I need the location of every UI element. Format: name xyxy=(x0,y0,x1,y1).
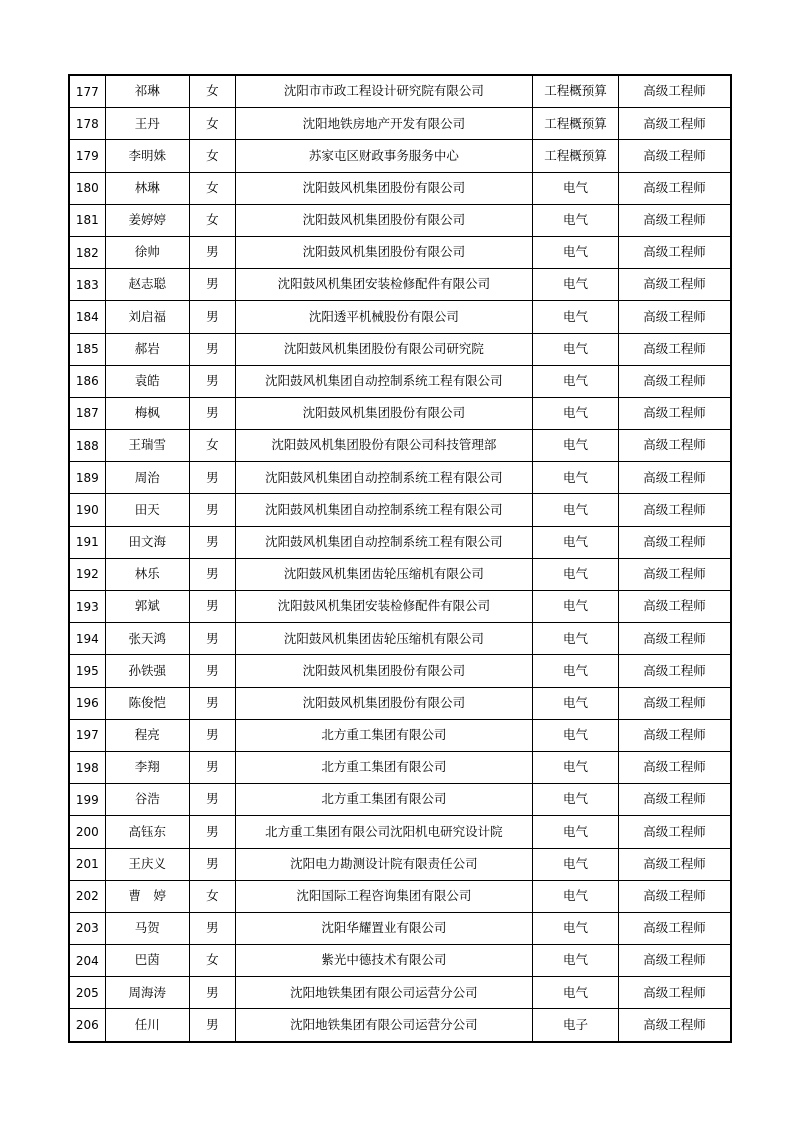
table-row xyxy=(69,784,731,816)
professional-title: 高级工程师 xyxy=(619,1009,731,1042)
person-gender: 女 xyxy=(189,945,235,977)
person-name: 林琳 xyxy=(105,172,189,204)
professional-title: 高级工程师 xyxy=(619,397,731,429)
person-name: 周治 xyxy=(105,462,189,494)
table-row xyxy=(69,75,731,108)
person-name: 王庆义 xyxy=(105,848,189,880)
person-gender: 男 xyxy=(189,591,235,623)
person-gender: 男 xyxy=(189,1009,235,1042)
professional-title: 高级工程师 xyxy=(619,462,731,494)
person-name: 赵志聪 xyxy=(105,269,189,301)
person-gender: 男 xyxy=(189,751,235,783)
person-name: 李翔 xyxy=(105,751,189,783)
person-name: 陈俊恺 xyxy=(105,687,189,719)
employer-organization: 沈阳市市政工程设计研究院有限公司 xyxy=(235,75,532,108)
person-name: 李明姝 xyxy=(105,140,189,172)
table-row xyxy=(69,687,731,719)
person-name: 郭斌 xyxy=(105,591,189,623)
employer-organization: 北方重工集团有限公司 xyxy=(235,719,532,751)
row-number: 201 xyxy=(69,848,105,880)
professional-title: 高级工程师 xyxy=(619,301,731,333)
person-gender: 男 xyxy=(189,269,235,301)
specialty: 电气 xyxy=(532,784,618,816)
row-number: 178 xyxy=(69,108,105,140)
professional-title: 高级工程师 xyxy=(619,558,731,590)
person-name: 袁皓 xyxy=(105,365,189,397)
specialty: 电气 xyxy=(532,397,618,429)
professional-title: 高级工程师 xyxy=(619,365,731,397)
row-number: 189 xyxy=(69,462,105,494)
employer-organization: 沈阳鼓风机集团自动控制系统工程有限公司 xyxy=(235,494,532,526)
specialty: 电气 xyxy=(532,912,618,944)
specialty: 电气 xyxy=(532,494,618,526)
specialty: 电气 xyxy=(532,687,618,719)
person-name: 周海涛 xyxy=(105,977,189,1009)
row-number: 185 xyxy=(69,333,105,365)
employer-organization: 北方重工集团有限公司 xyxy=(235,751,532,783)
roster-table-body xyxy=(69,75,731,1042)
person-name: 任川 xyxy=(105,1009,189,1042)
employer-organization: 沈阳鼓风机集团安装检修配件有限公司 xyxy=(235,591,532,623)
person-name: 马贺 xyxy=(105,912,189,944)
person-gender: 男 xyxy=(189,301,235,333)
person-name: 梅枫 xyxy=(105,397,189,429)
specialty: 电气 xyxy=(532,977,618,1009)
row-number: 181 xyxy=(69,204,105,236)
professional-title: 高级工程师 xyxy=(619,623,731,655)
person-gender: 女 xyxy=(189,108,235,140)
row-number: 184 xyxy=(69,301,105,333)
table-row xyxy=(69,1009,731,1042)
employer-organization: 沈阳华耀置业有限公司 xyxy=(235,912,532,944)
employer-organization: 北方重工集团有限公司沈阳机电研究设计院 xyxy=(235,816,532,848)
person-gender: 女 xyxy=(189,204,235,236)
table-row xyxy=(69,140,731,172)
person-name: 张天鸿 xyxy=(105,623,189,655)
row-number: 206 xyxy=(69,1009,105,1042)
professional-title: 高级工程师 xyxy=(619,494,731,526)
person-name: 徐帅 xyxy=(105,236,189,268)
person-gender: 男 xyxy=(189,365,235,397)
table-row xyxy=(69,623,731,655)
table-row xyxy=(69,462,731,494)
person-gender: 女 xyxy=(189,172,235,204)
professional-title: 高级工程师 xyxy=(619,784,731,816)
row-number: 191 xyxy=(69,526,105,558)
person-gender: 男 xyxy=(189,912,235,944)
roster-table xyxy=(68,74,732,1043)
employer-organization: 沈阳透平机械股份有限公司 xyxy=(235,301,532,333)
specialty: 电气 xyxy=(532,333,618,365)
row-number: 188 xyxy=(69,430,105,462)
person-name: 郝岩 xyxy=(105,333,189,365)
person-name: 程亮 xyxy=(105,719,189,751)
professional-title: 高级工程师 xyxy=(619,108,731,140)
person-name: 田文海 xyxy=(105,526,189,558)
specialty: 电气 xyxy=(532,751,618,783)
person-gender: 男 xyxy=(189,558,235,590)
table-row xyxy=(69,591,731,623)
professional-title: 高级工程师 xyxy=(619,75,731,108)
row-number: 199 xyxy=(69,784,105,816)
professional-title: 高级工程师 xyxy=(619,945,731,977)
professional-title: 高级工程师 xyxy=(619,172,731,204)
person-gender: 女 xyxy=(189,430,235,462)
table-row xyxy=(69,558,731,590)
professional-title: 高级工程师 xyxy=(619,591,731,623)
employer-organization: 沈阳鼓风机集团齿轮压缩机有限公司 xyxy=(235,558,532,590)
employer-organization: 沈阳鼓风机集团股份有限公司科技管理部 xyxy=(235,430,532,462)
employer-organization: 北方重工集团有限公司 xyxy=(235,784,532,816)
person-gender: 女 xyxy=(189,75,235,108)
person-gender: 男 xyxy=(189,462,235,494)
row-number: 182 xyxy=(69,236,105,268)
person-gender: 男 xyxy=(189,494,235,526)
row-number: 194 xyxy=(69,623,105,655)
table-row xyxy=(69,301,731,333)
professional-title: 高级工程师 xyxy=(619,751,731,783)
specialty: 电子 xyxy=(532,1009,618,1042)
specialty: 电气 xyxy=(532,816,618,848)
row-number: 195 xyxy=(69,655,105,687)
person-name: 刘启福 xyxy=(105,301,189,333)
person-name: 王瑞雪 xyxy=(105,430,189,462)
row-number: 190 xyxy=(69,494,105,526)
table-row xyxy=(69,494,731,526)
table-row xyxy=(69,912,731,944)
professional-title: 高级工程师 xyxy=(619,204,731,236)
person-name: 田天 xyxy=(105,494,189,526)
employer-organization: 沈阳鼓风机集团股份有限公司 xyxy=(235,397,532,429)
specialty: 电气 xyxy=(532,848,618,880)
professional-title: 高级工程师 xyxy=(619,655,731,687)
specialty: 电气 xyxy=(532,655,618,687)
row-number: 186 xyxy=(69,365,105,397)
table-row xyxy=(69,236,731,268)
person-name: 曹 婷 xyxy=(105,880,189,912)
employer-organization: 沈阳鼓风机集团股份有限公司研究院 xyxy=(235,333,532,365)
row-number: 200 xyxy=(69,816,105,848)
specialty: 电气 xyxy=(532,236,618,268)
person-gender: 男 xyxy=(189,816,235,848)
table-row xyxy=(69,397,731,429)
person-gender: 男 xyxy=(189,236,235,268)
employer-organization: 沈阳鼓风机集团股份有限公司 xyxy=(235,236,532,268)
row-number: 198 xyxy=(69,751,105,783)
employer-organization: 沈阳鼓风机集团自动控制系统工程有限公司 xyxy=(235,365,532,397)
employer-organization: 沈阳地铁房地产开发有限公司 xyxy=(235,108,532,140)
person-gender: 男 xyxy=(189,848,235,880)
employer-organization: 沈阳鼓风机集团股份有限公司 xyxy=(235,204,532,236)
table-row xyxy=(69,430,731,462)
row-number: 202 xyxy=(69,880,105,912)
employer-organization: 沈阳鼓风机集团自动控制系统工程有限公司 xyxy=(235,526,532,558)
person-gender: 男 xyxy=(189,655,235,687)
row-number: 192 xyxy=(69,558,105,590)
person-name: 王丹 xyxy=(105,108,189,140)
specialty: 电气 xyxy=(532,526,618,558)
specialty: 工程概预算 xyxy=(532,75,618,108)
specialty: 电气 xyxy=(532,172,618,204)
row-number: 177 xyxy=(69,75,105,108)
row-number: 193 xyxy=(69,591,105,623)
table-row xyxy=(69,945,731,977)
table-row xyxy=(69,526,731,558)
person-gender: 男 xyxy=(189,623,235,655)
specialty: 电气 xyxy=(532,204,618,236)
row-number: 179 xyxy=(69,140,105,172)
row-number: 203 xyxy=(69,912,105,944)
specialty: 电气 xyxy=(532,462,618,494)
row-number: 180 xyxy=(69,172,105,204)
person-gender: 女 xyxy=(189,880,235,912)
professional-title: 高级工程师 xyxy=(619,816,731,848)
employer-organization: 沈阳鼓风机集团齿轮压缩机有限公司 xyxy=(235,623,532,655)
professional-title: 高级工程师 xyxy=(619,687,731,719)
professional-title: 高级工程师 xyxy=(619,140,731,172)
table-row xyxy=(69,269,731,301)
professional-title: 高级工程师 xyxy=(619,912,731,944)
person-name: 姜婷婷 xyxy=(105,204,189,236)
table-row xyxy=(69,719,731,751)
person-gender: 女 xyxy=(189,140,235,172)
professional-title: 高级工程师 xyxy=(619,430,731,462)
employer-organization: 沈阳地铁集团有限公司运营分公司 xyxy=(235,977,532,1009)
specialty: 电气 xyxy=(532,269,618,301)
table-row xyxy=(69,751,731,783)
table-row xyxy=(69,816,731,848)
employer-organization: 沈阳电力勘测设计院有限责任公司 xyxy=(235,848,532,880)
roster-sheet xyxy=(68,74,732,1043)
table-row xyxy=(69,333,731,365)
person-gender: 男 xyxy=(189,719,235,751)
specialty: 工程概预算 xyxy=(532,108,618,140)
table-row xyxy=(69,848,731,880)
professional-title: 高级工程师 xyxy=(619,719,731,751)
table-row xyxy=(69,204,731,236)
professional-title: 高级工程师 xyxy=(619,526,731,558)
person-name: 巴茵 xyxy=(105,945,189,977)
employer-organization: 沈阳国际工程咨询集团有限公司 xyxy=(235,880,532,912)
professional-title: 高级工程师 xyxy=(619,333,731,365)
person-gender: 男 xyxy=(189,784,235,816)
person-name: 林乐 xyxy=(105,558,189,590)
employer-organization: 苏家屯区财政事务服务中心 xyxy=(235,140,532,172)
person-gender: 男 xyxy=(189,333,235,365)
specialty: 电气 xyxy=(532,880,618,912)
person-name: 谷浩 xyxy=(105,784,189,816)
employer-organization: 沈阳鼓风机集团自动控制系统工程有限公司 xyxy=(235,462,532,494)
employer-organization: 沈阳地铁集团有限公司运营分公司 xyxy=(235,1009,532,1042)
specialty: 电气 xyxy=(532,301,618,333)
row-number: 187 xyxy=(69,397,105,429)
professional-title: 高级工程师 xyxy=(619,269,731,301)
table-row xyxy=(69,977,731,1009)
person-name: 孙铁强 xyxy=(105,655,189,687)
employer-organization: 沈阳鼓风机集团股份有限公司 xyxy=(235,687,532,719)
person-gender: 男 xyxy=(189,977,235,1009)
table-row xyxy=(69,880,731,912)
table-row xyxy=(69,172,731,204)
specialty: 电气 xyxy=(532,945,618,977)
row-number: 204 xyxy=(69,945,105,977)
person-gender: 男 xyxy=(189,397,235,429)
table-row xyxy=(69,365,731,397)
specialty: 电气 xyxy=(532,558,618,590)
employer-organization: 沈阳鼓风机集团安装检修配件有限公司 xyxy=(235,269,532,301)
specialty: 电气 xyxy=(532,719,618,751)
row-number: 196 xyxy=(69,687,105,719)
professional-title: 高级工程师 xyxy=(619,848,731,880)
professional-title: 高级工程师 xyxy=(619,880,731,912)
employer-organization: 沈阳鼓风机集团股份有限公司 xyxy=(235,655,532,687)
specialty: 电气 xyxy=(532,430,618,462)
row-number: 197 xyxy=(69,719,105,751)
person-gender: 男 xyxy=(189,687,235,719)
table-row xyxy=(69,655,731,687)
row-number: 205 xyxy=(69,977,105,1009)
professional-title: 高级工程师 xyxy=(619,977,731,1009)
specialty: 工程概预算 xyxy=(532,140,618,172)
employer-organization: 紫光中德技术有限公司 xyxy=(235,945,532,977)
row-number: 183 xyxy=(69,269,105,301)
employer-organization: 沈阳鼓风机集团股份有限公司 xyxy=(235,172,532,204)
specialty: 电气 xyxy=(532,623,618,655)
person-gender: 男 xyxy=(189,526,235,558)
table-row xyxy=(69,108,731,140)
professional-title: 高级工程师 xyxy=(619,236,731,268)
specialty: 电气 xyxy=(532,591,618,623)
specialty: 电气 xyxy=(532,365,618,397)
person-name: 祁琳 xyxy=(105,75,189,108)
person-name: 高钰东 xyxy=(105,816,189,848)
